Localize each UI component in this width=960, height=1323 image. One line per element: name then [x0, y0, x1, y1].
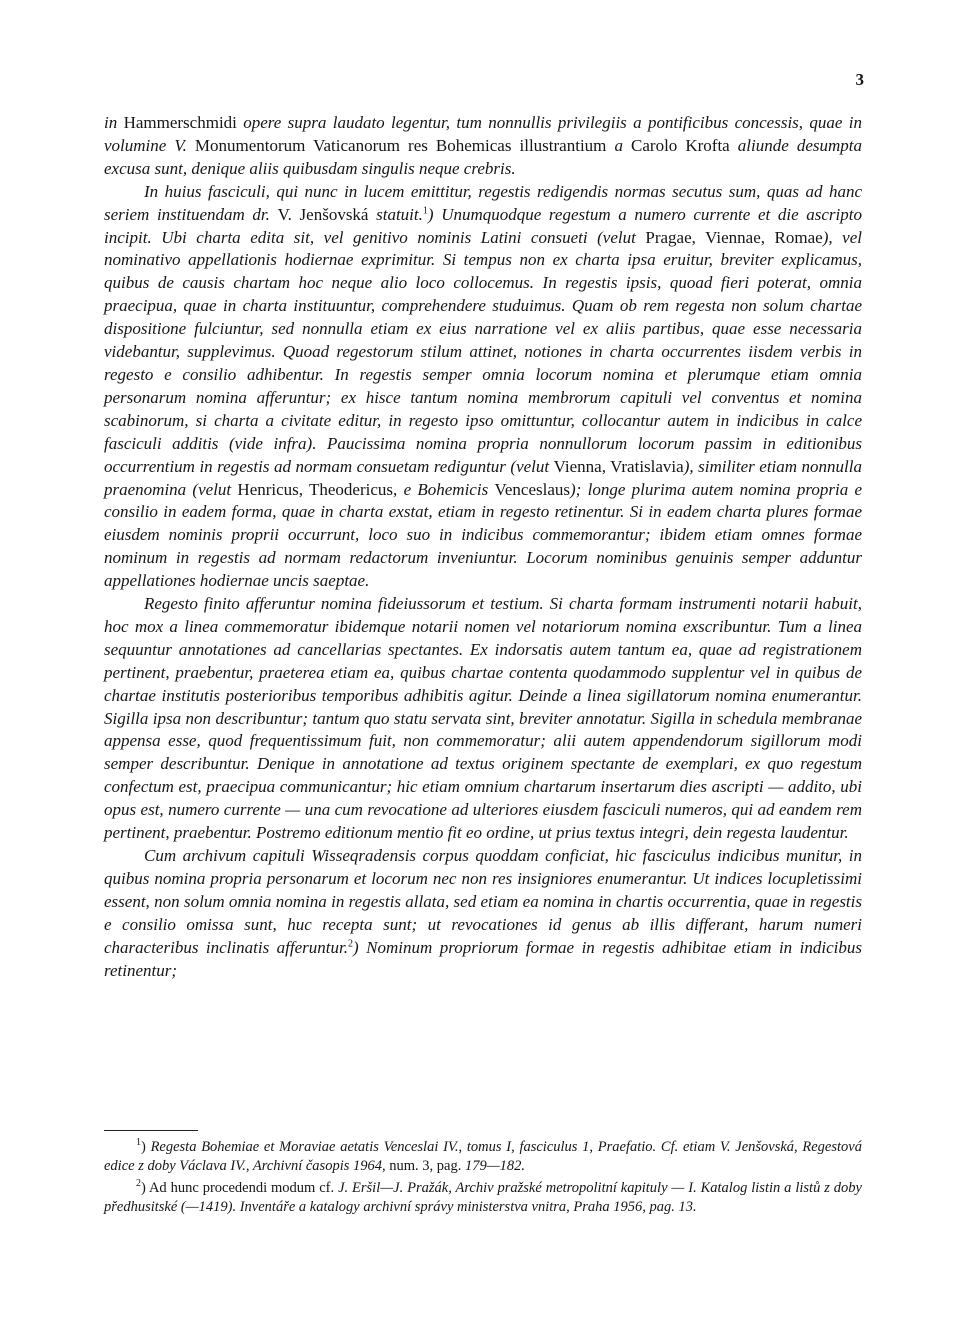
paragraph — [104, 181, 862, 593]
text-span: in — [104, 113, 124, 132]
text-span: statuit. — [376, 204, 423, 224]
paragraph — [104, 845, 862, 982]
footnote — [104, 1138, 862, 1175]
paragraph — [104, 112, 862, 181]
footnote-marker: 1 — [422, 204, 428, 216]
text-span: ) — [141, 1139, 151, 1155]
text-span: Cum archivum capituli Wisseqradensis corpus quoddam conficiat, hic fasciculus indicibus munitur, in quibus nomina propria personarum et locorum nec non res insigniores enumerantur. Ut indices locupletissimi essent, non solum omnia nomina in regestis allata, sed etiam ea nomina in chartis occurrentia, quae in regestis e consilio omissa sunt, huc recepta sunt; ut revocationes id genus ab illis differant, harum numeri characteribus inclinatis afferuntur. — [104, 846, 862, 957]
text-span: In huius fasciculi, qui nunc in lucem emittitur, regestis redigendis normas secutus sum, quas ad hanc seriem instituendam dr. — [104, 181, 862, 224]
text-span: Venceslaus — [494, 479, 571, 499]
text-span: J. Eršil—J. Pražák, Archiv pražské metropolitní kapituly — I. Katalog listin a listů z doby předhusitské (—1419). Inventáře a katalogy archivní správy ministerstva vnitra, Praha 1956, pag. 13. — [104, 1180, 862, 1215]
paragraph — [104, 593, 862, 845]
text-span: num. 3, pag. — [389, 1157, 465, 1174]
text-span: a — [614, 135, 632, 155]
text-span: ) Unumquodque regestum a numero currente et die ascripto incipit. Ubi charta edita sit, vel genitivo nominis Latini consueti (velut — [104, 204, 862, 247]
text-span: Hammerschmidi — [123, 113, 244, 132]
footnote-separator — [104, 1130, 198, 1131]
text-span: aliunde desumpta excusa sunt, denique aliis quibusdam singulis neque crebris. — [104, 135, 863, 178]
text-span: Monumentorum Vaticanorum res Bohemicas illustrantium — [194, 135, 615, 155]
text-span: ), vel nominativo appellationis hodiernae exprimitur. Si tempus non ex charta ipsa eruitur, breviter explicamus, quibus de causis chartam hoc neque alio loco collocemus. In regestis ipsis, quoad fieri poterat, omnia praecipua, quae in charta instituuntur, comprehendere studuimus. Quam ob rem regesta non solum chartae dispositione fulciuntur, sed nonnulla etiam ex eius narratione vel ex aliis partibus, quae esse necessaria videbantur, supplevimus. Quoad regestorum stilum attinet, notiones in charta occurrentes iisdem verbis in regesto e consilio adhibentur. In regestis semper omnia locorum nomina et plerumque etiam omnia personarum nomina afferuntur; ex hisce tantum nomina membrorum capituli vel conventus et nomina scabinorum, si charta a civitate editur, in regesto ipso omittuntur, collocantur autem in indicibus in calce fasciculi additis (vide infra). Paucissima nomina propria nonnullorum locorum passim in editionibus occurrentium in regestis ad normam consuetam rediguntur (velut — [104, 227, 862, 476]
text-span: Vienna, Vratislavia — [553, 456, 684, 476]
text-span: ) Nominum propriorum formae in regestis adhibitae etiam in indicibus retinentur; — [104, 937, 862, 980]
text-span: Henricus, Theodericus, — [237, 479, 404, 499]
text-span: opere supra laudato legentur, tum nonnullis privilegiis a pontificibus concessis, quae in volumine V. — [104, 113, 862, 155]
text-span: Regesto finito afferuntur nomina fideiussorum et testium. Si charta formam instrumenti notarii habuit, hoc mox a linea commemoratur ibidemque notarii nomen vel notariorum nomina exscribuntur. Tum a linea sequuntur annotationes ad cancellarias spectantes. Ex indorsatis autem tantum ea, quae ad registrationem pertinent, praebentur, praeterea etiam ea, quibus chartae contenta quodammodo supplentur vel in quibus de chartae institutis posterioribus temporibus adhibitis agitur. Deinde a linea sigillatorum nomina enumerantur. Sigilla ipsa non describuntur; tantum quo statu servata sint, breviter annotatur. Sigilla in schedula membranae appensa esse, quod frequentissimum fuit, non commemoratur; alii autem appendendorum sigillorum modi semper describuntur. Denique in annotatione ad textus originem spectante de exemplari, ex quo regestum confectum est, praecipua communicantur; hic etiam omnium chartarum insertarum dies ascripti — addito, ubi opus est, numero currente — una cum revocatione ad ulteriores eiusdem fasciculi numeros, qui ad eandem rem pertinent, praebentur. Postremo editionum mentio fit eo ordine, ut prius textus integri, dein regesta laudentur. — [104, 594, 862, 843]
text-span: V. Jenšovská — [277, 204, 377, 224]
text-span: ); longe plurima autem nomina propria e consilio in eadem forma, quae in charta exstat, etiam in regesto retinentur. Si in eadem charta plures formae eiusdem nominis proprii occurrunt, loco suo in indicibus commemorantur; ibidem etiam omnes formae nominum in regestis ad normam redactorum inveniuntur. Locorum nominibus genuinis semper adduntur appellationes hodiernae uncis saeptae. — [104, 479, 863, 591]
footnotes — [104, 1130, 862, 1220]
body-text — [104, 112, 862, 982]
text-span: ), similiter etiam nonnulla praenomina (velut — [104, 456, 863, 499]
text-span: e Bohemicis — [403, 479, 495, 499]
footnote — [104, 1179, 862, 1216]
text-span: Carolo Krofta — [631, 135, 738, 155]
footnote-marker: 2 — [347, 937, 353, 949]
footnote-marker: 1 — [136, 1137, 141, 1149]
text-span: Pragae, Viennae, Romae — [645, 227, 823, 247]
page-number: 3 — [855, 70, 864, 89]
text-span: 179—182. — [464, 1157, 525, 1174]
footnote-list — [104, 1138, 862, 1216]
text-span: Regesta Bohemiae et Moraviae aetatis Venceslai IV., tomus I, fasciculus 1, Praefatio. Cf. etiam V. Jenšovská, Regestová edice z doby Václava IV., Archivní časopis 1964, — [104, 1139, 862, 1174]
text-span: ) Ad hunc procedendi modum cf. — [141, 1180, 339, 1197]
footnote-marker: 2 — [136, 1178, 141, 1190]
